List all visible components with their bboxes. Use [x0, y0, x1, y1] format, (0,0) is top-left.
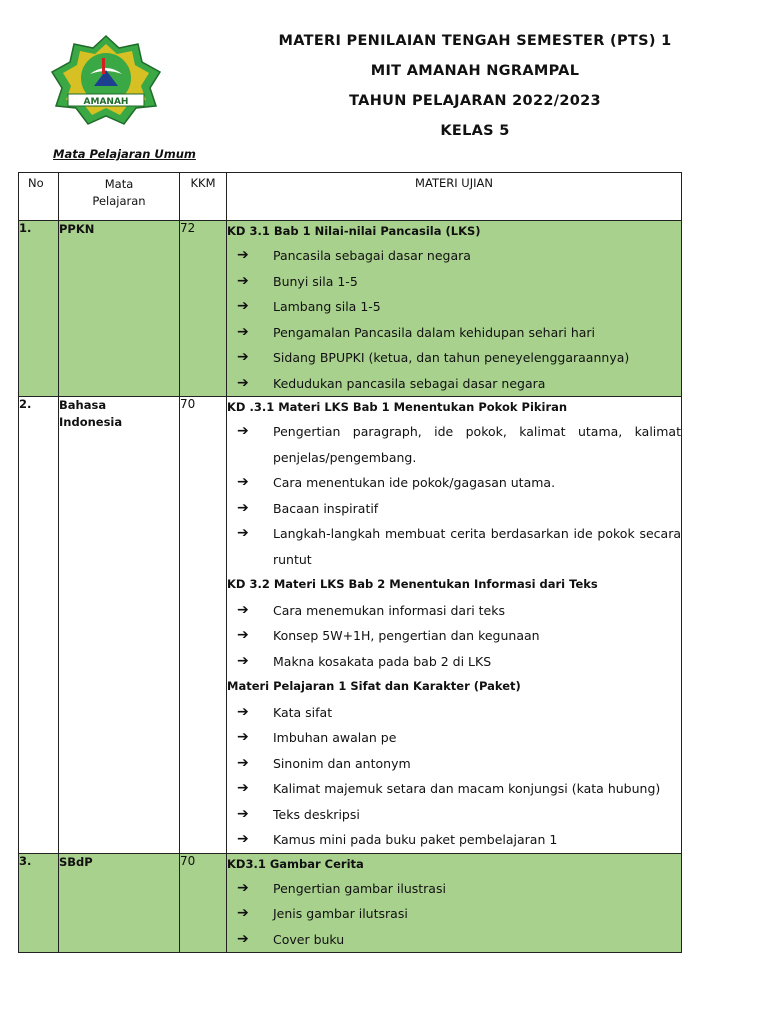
row-subject: PPKN: [59, 221, 180, 397]
arrow-right-icon: ➔: [237, 879, 249, 896]
header-subject-line1: Mata: [104, 177, 134, 191]
arrow-right-icon: ➔: [237, 905, 249, 921]
list-item: ➔ Cover buku: [227, 927, 681, 953]
table-row: [19, 221, 682, 397]
arrow-right-icon: ➔: [237, 601, 249, 618]
row-kkm: 70: [180, 397, 227, 854]
arrow-right-icon: ➔: [237, 323, 249, 340]
list-item: ➔ Bunyi sila 1-5: [227, 269, 681, 295]
header-materi: MATERI UJIAN: [227, 173, 682, 221]
arrow-right-icon: ➔: [237, 831, 249, 847]
row-number: 3.: [19, 853, 59, 953]
header-subject-line2: Pelajaran: [92, 194, 146, 208]
school-logo: [46, 34, 166, 126]
arrow-right-icon: ➔: [237, 754, 249, 771]
kd-title: KD .3.1 Materi LKS Bab 1 Menentukan Pokok Pikiran: [227, 400, 568, 414]
header-year: TAHUN PELAJARAN 2022/2023: [349, 93, 601, 109]
list-item: ➔ Jenis gambar ilutsrasi: [227, 901, 681, 927]
row-kkm: 70: [180, 853, 227, 953]
header-school: MIT AMANAH NGRAMPAL: [370, 63, 580, 79]
kd-title: KD 3.1 Bab 1 Nilai-nilai Pancasila (LKS): [227, 224, 481, 238]
kd-title: KD3.1 Gambar Cerita: [227, 856, 364, 871]
row-materials: [227, 397, 682, 854]
arrow-right-icon: ➔: [237, 247, 249, 263]
list-item: ➔ Pengamalan Pancasila dalam kehidupan sehari hari: [227, 320, 681, 346]
arrow-right-icon: ➔: [237, 780, 249, 796]
section-label: Mata Pelajaran Umum: [53, 147, 196, 161]
header-title: MATERI PENILAIAN TENGAH SEMESTER (PTS) 1: [278, 33, 672, 49]
arrow-right-icon: ➔: [237, 374, 249, 391]
document-header: [215, 26, 735, 146]
list-item: ➔ Bacaan inspiratif: [227, 496, 681, 522]
list-item: ➔ Imbuhan awalan pe: [227, 725, 681, 751]
arrow-right-icon: ➔: [237, 298, 249, 314]
row-number: 2.: [19, 397, 59, 854]
arrow-right-icon: ➔: [237, 499, 249, 516]
kd-title: Materi Pelajaran 1 Sifat dan Karakter (Paket): [227, 679, 521, 693]
arrow-right-icon: ➔: [237, 805, 249, 822]
list-item: ➔ Sidang BPUPKI (ketua, dan tahun peneyelenggaraannya): [227, 345, 681, 371]
row-subject: SBdP: [59, 853, 180, 953]
list-item: ➔ Kamus mini pada buku paket pembelajaran 1: [227, 827, 681, 853]
list-item: ➔ Langkah-langkah membuat cerita berdasarkan ide pokok secara runtut: [227, 521, 681, 572]
table-row: [19, 397, 682, 854]
table-row: [19, 853, 682, 953]
row-materials: [227, 853, 682, 953]
list-item: ➔ Pengertian paragraph, ide pokok, kalimat utama, kalimat penjelas/pengembang.: [227, 419, 681, 470]
list-item: ➔ Kalimat majemuk setara dan macam konjungsi (kata hubung): [227, 776, 681, 802]
list-item: ➔ Lambang sila 1-5: [227, 294, 681, 320]
list-item: ➔ Konsep 5W+1H, pengertian dan kegunaan: [227, 623, 681, 649]
arrow-right-icon: ➔: [237, 652, 249, 669]
exam-material-table: [18, 172, 682, 953]
header-subject: [59, 173, 180, 221]
list-item: ➔ Cara menemukan informasi dari teks: [227, 598, 681, 624]
arrow-right-icon: ➔: [237, 729, 249, 745]
list-item: ➔ Sinonim dan antonym: [227, 751, 681, 777]
arrow-right-icon: ➔: [237, 423, 249, 439]
row-kkm: 72: [180, 221, 227, 397]
arrow-right-icon: ➔: [237, 627, 249, 643]
header-no: No: [19, 173, 59, 221]
list-item: ➔ Cara menentukan ide pokok/gagasan utama.: [227, 470, 681, 496]
list-item: ➔ Kedudukan pancasila sebagai dasar negara: [227, 371, 681, 397]
arrow-right-icon: ➔: [237, 930, 249, 947]
arrow-right-icon: ➔: [237, 525, 249, 541]
list-item: ➔ Pengertian gambar ilustrasi: [227, 876, 681, 902]
kd-title: KD 3.2 Materi LKS Bab 2 Menentukan Informasi dari Teks: [227, 577, 598, 591]
header-kkm: KKM: [180, 173, 227, 221]
row-number: 1.: [19, 221, 59, 397]
arrow-right-icon: ➔: [237, 272, 249, 289]
list-item: ➔ Teks deskripsi: [227, 802, 681, 828]
table-header-row: [19, 173, 682, 221]
header-class: KELAS 5: [440, 123, 510, 139]
arrow-right-icon: ➔: [237, 474, 249, 490]
arrow-right-icon: ➔: [237, 703, 249, 720]
row-subject: Bahasa Indonesia: [59, 397, 180, 854]
list-item: ➔ Kata sifat: [227, 700, 681, 726]
row-materials: [227, 221, 682, 397]
list-item: ➔ Makna kosakata pada bab 2 di LKS: [227, 649, 681, 675]
list-item: ➔ Pancasila sebagai dasar negara: [227, 243, 681, 269]
arrow-right-icon: ➔: [237, 349, 249, 365]
svg-text:AMANAH: AMANAH: [83, 97, 129, 107]
